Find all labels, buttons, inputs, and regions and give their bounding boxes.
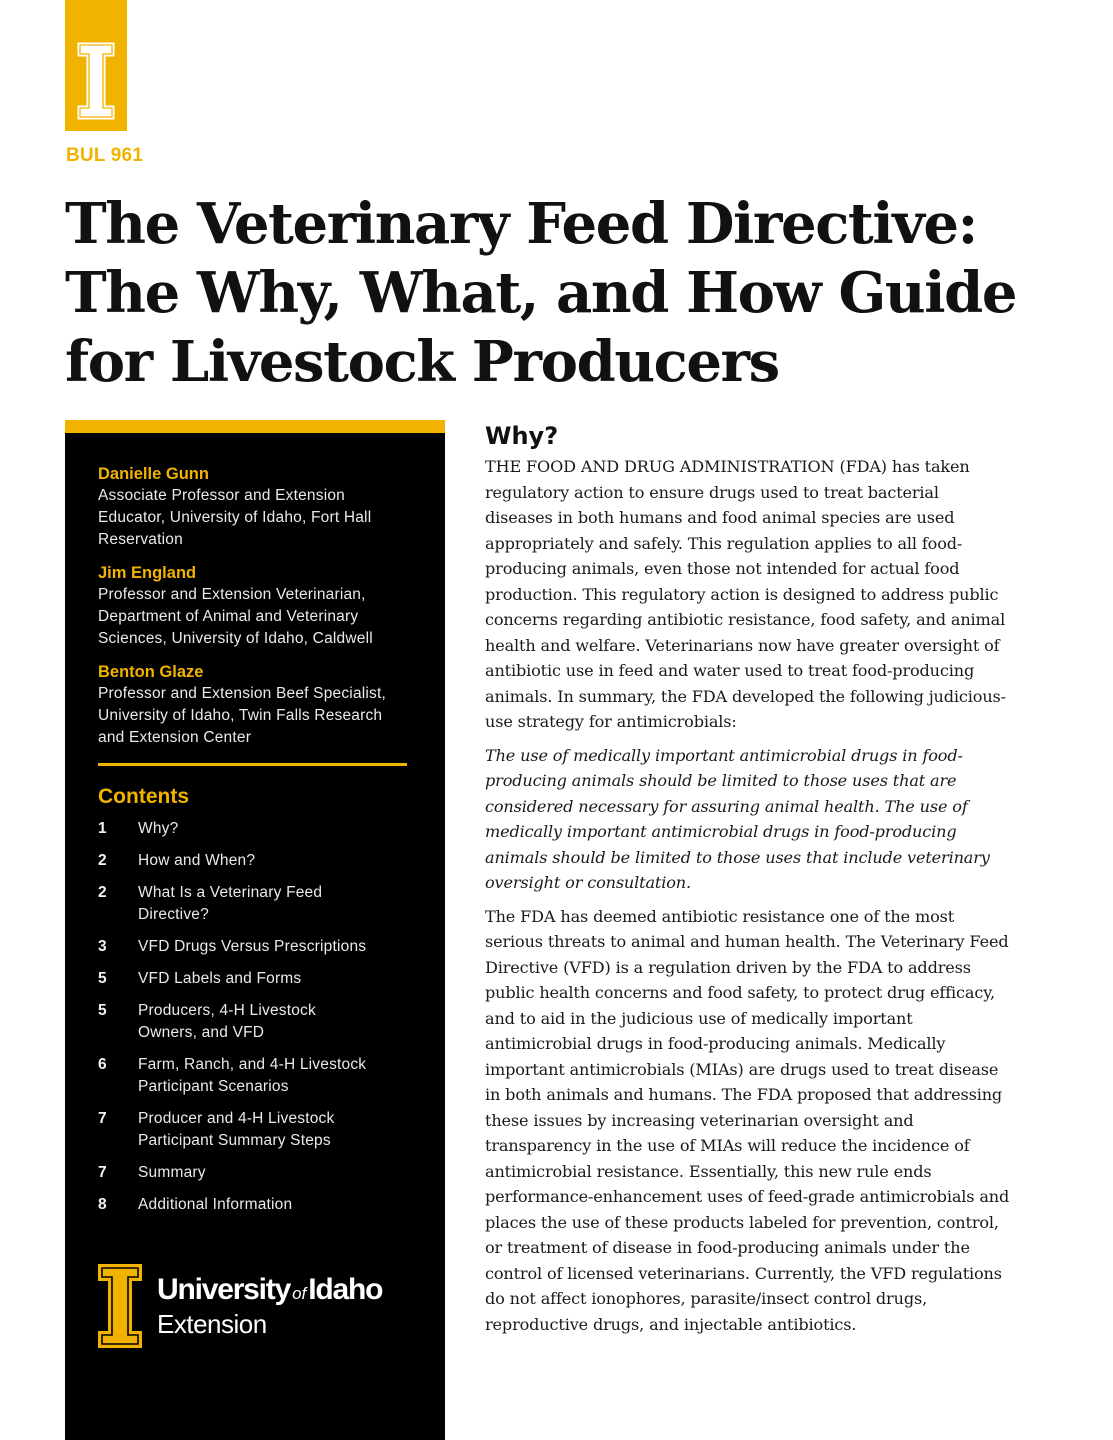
brand-tab: [65, 0, 127, 131]
author-name: Danielle Gunn: [98, 465, 209, 483]
author-list: [98, 463, 407, 749]
toc-item[interactable]: [98, 818, 407, 840]
bulletin-number: BUL 961: [66, 145, 144, 166]
toc-item[interactable]: [98, 968, 407, 990]
author-name: Jim England: [98, 564, 197, 582]
toc-label: Producer and 4-H Livestock Participant Summary Steps: [138, 1110, 335, 1149]
toc-label: Farm, Ranch, and 4-H Livestock Participant Scenarios: [138, 1056, 367, 1095]
author: [98, 463, 407, 551]
toc-item[interactable]: [98, 882, 407, 926]
toc-item[interactable]: [98, 1054, 407, 1098]
logo-word-of: of: [292, 1284, 307, 1303]
body-paragraph: THE FOOD AND DRUG ADMINISTRATION (FDA) has taken regulatory action to ensure drugs used to treat bacterial diseases in both humans and food animal species are used appropriately and safely. This regulation applies to all food-producing animals, even those not intended for actual food production. This regulatory action is designed to address public concerns regarding antibiotic resistance, food safety, and animal health and welfare. Veterinarians now have greater oversight of antibiotic use in feed and water used to treat food-producing animals. In summary, the FDA developed the following judicious-use strategy for antimicrobials:: [485, 457, 1006, 731]
italic-quote-paragraph: The use of medically important antimicrobial drugs in food-producing animals should be limited to those uses that are considered necessary for assuring animal health. The use of medically important antimicrobial drugs in food-producing animals should be limited to those uses that include veterinary oversight or consultation.: [485, 745, 990, 892]
document-title: The Veterinary Feed Directive: The Why, What, and How Guide for Livestock Producers: [65, 191, 1017, 395]
toc-page: 3: [98, 938, 107, 955]
logo-word-university: University: [157, 1273, 291, 1306]
author-name: Benton Glaze: [98, 663, 204, 681]
author: [98, 562, 407, 650]
author-role: Professor and Extension Veterinarian, Department of Animal and Veterinary Sciences, University of Idaho, Caldwell: [98, 586, 373, 647]
sidebar-accent-bar: [65, 420, 445, 433]
toc-item[interactable]: [98, 1162, 407, 1184]
toc-page: 2: [98, 852, 107, 869]
toc-item[interactable]: [98, 1000, 407, 1044]
table-of-contents: [98, 818, 407, 1216]
logo-word-idaho: Idaho: [308, 1273, 383, 1306]
author-role: Professor and Extension Beef Specialist, University of Idaho, Twin Falls Research and Extension Center: [98, 685, 387, 746]
toc-label: Why?: [138, 820, 179, 837]
toc-label: Producers, 4-H Livestock Owners, and VFD: [138, 1002, 316, 1041]
toc-label: What Is a Veterinary Feed Directive?: [138, 884, 323, 923]
sidebar-divider: [98, 763, 407, 766]
toc-page: 5: [98, 1002, 107, 1019]
toc-label: Summary: [138, 1164, 206, 1181]
toc-label: VFD Labels and Forms: [138, 970, 302, 987]
logo-extension: Extension: [157, 1309, 267, 1339]
logo-university-of-idaho: [157, 1275, 382, 1309]
toc-page: 7: [98, 1110, 107, 1127]
toc-page: 5: [98, 970, 107, 987]
toc-page: 6: [98, 1056, 107, 1073]
toc-item[interactable]: [98, 850, 407, 872]
section-title: Why?: [485, 422, 559, 450]
toc-item[interactable]: [98, 936, 407, 958]
toc-item[interactable]: [98, 1194, 407, 1216]
toc-item[interactable]: [98, 1108, 407, 1152]
toc-label: How and When?: [138, 852, 256, 869]
university-i-logo-icon: [97, 1263, 143, 1349]
contents-title: Contents: [98, 785, 189, 808]
author: [98, 661, 407, 749]
toc-page: 2: [98, 884, 107, 901]
sidebar: [65, 420, 445, 1440]
logo-wordmark: [157, 1275, 382, 1339]
toc-label: Additional Information: [138, 1196, 293, 1213]
university-i-logo-icon: [76, 41, 116, 121]
toc-page: 7: [98, 1164, 107, 1181]
toc-label: VFD Drugs Versus Prescriptions: [138, 938, 367, 955]
body-paragraph: The FDA has deemed antibiotic resistance one of the most serious threats to animal and human health. The Veterinary Feed Directive (VFD) is a regulation driven by the FDA to address public health concerns and food safety, to protect drug efficacy, and to aid in the judicious use of medically important antimicrobial drugs in food-producing animals. Medically important antimicrobials (MIAs) are drugs used to treat disease in both animals and humans. The FDA proposed that addressing these issues by increasing veterinarian oversight and transparency in the use of MIAs will reduce the incidence of antimicrobial resistance. Essentially, this new rule ends performance-enhancement uses of feed-grade antimicrobials and places the use of these products labeled for prevention, control, or treatment of disease in food-producing animals under the control of licensed veterinarians. Currently, the VFD regulations do not affect ionophores, parasite/insect control drugs, reproductive drugs, and injectable antibiotics.: [485, 906, 1010, 1334]
university-extension-logo: [97, 1263, 382, 1349]
main-content: [485, 420, 1010, 1345]
toc-page: 8: [98, 1196, 107, 1213]
author-role: Associate Professor and Extension Educator, University of Idaho, Fort Hall Reservation: [98, 487, 372, 548]
toc-page: 1: [98, 820, 107, 837]
